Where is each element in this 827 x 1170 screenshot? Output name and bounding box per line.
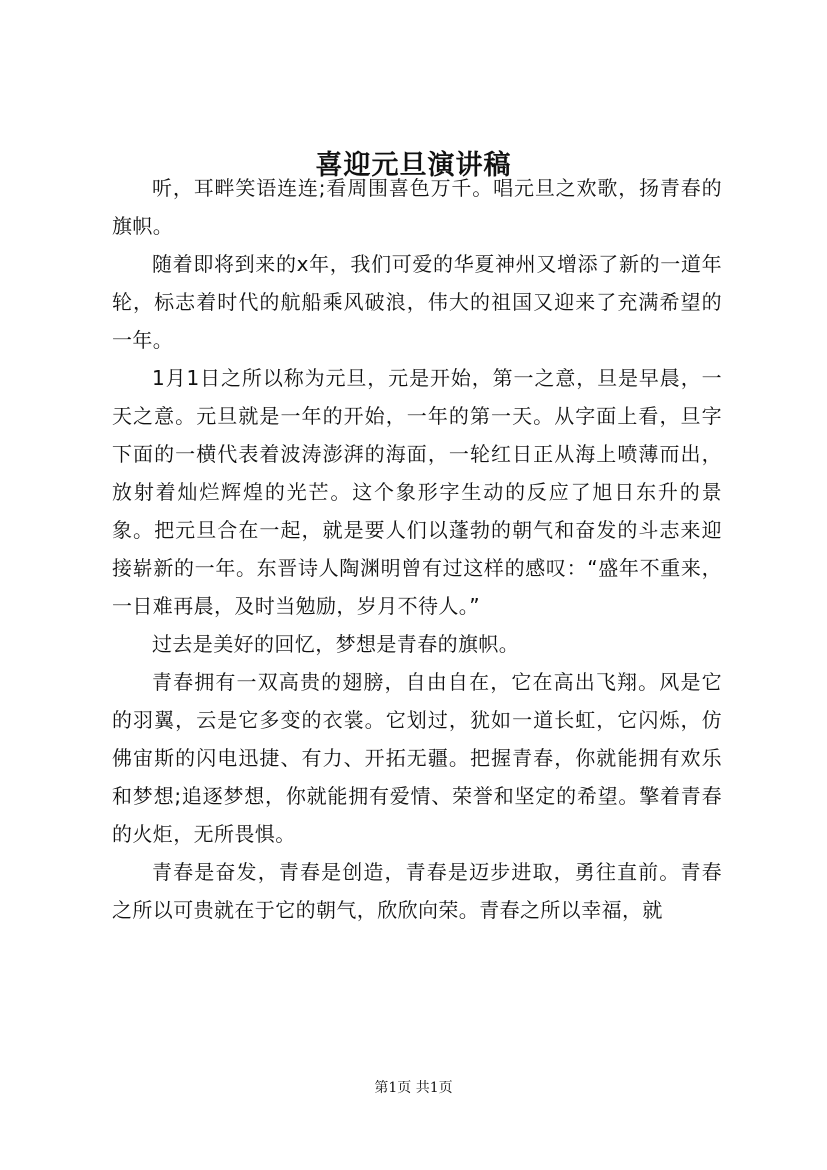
paragraph-2: 随着即将到来的x年，我们可爱的华夏神州又增添了新的一道年轮，标志着时代的航船乘风破浪，伟大的祖国又迎来了充满希望的一年。 (112, 252, 722, 352)
document-title: 喜迎元旦演讲稿 (315, 150, 512, 181)
document-body (112, 169, 722, 929)
paragraph-1: 听，耳畔笑语连连;看周围喜色万千。唱元旦之欢歌，扬青春的旗帜。 (112, 176, 722, 238)
page-footer (0, 1078, 827, 1098)
paragraph-3: 1月1日之所以称为元旦，元是开始，第一之意，旦是早晨，一天之意。元旦就是一年的开始，一年的第一天。从字面上看，旦字下面的一横代表着波涛澎湃的海面，一轮红日正从海上喷薄而出，放射着灿烂辉煌的光芒。这个象形字生动的反应了旭日东升的景象。把元旦合在一起，就是要人们以蓬勃的朝气和奋发的斗志来迎接崭新的一年。东晋诗人陶渊明曾有过这样的感叹：“盛年不重来，一日难再晨，及时当勉励，岁月不待人。” (112, 366, 722, 618)
paragraph-4: 过去是美好的回忆，梦想是青春的旗帜。 (152, 632, 520, 656)
paragraph-5: 青春拥有一双高贵的翅膀，自由自在，它在高出飞翔。风是它的羽翼，云是它多变的衣裳。它划过，犹如一道长虹，它闪烁，仿佛宙斯的闪电迅捷、有力、开拓无疆。把握青春，你就能拥有欢乐和梦想;追逐梦想，你就能拥有爱情、荣誉和坚定的希望。擎着青春的火炬，无所畏惧。 (112, 670, 722, 846)
page-number-label: 第1页 共1页 (374, 1080, 453, 1096)
paragraph-6: 青春是奋发，青春是创造，青春是迈步进取，勇往直前。青春之所以可贵就在于它的朝气，欣欣向荣。青春之所以幸福，就 (112, 860, 722, 922)
